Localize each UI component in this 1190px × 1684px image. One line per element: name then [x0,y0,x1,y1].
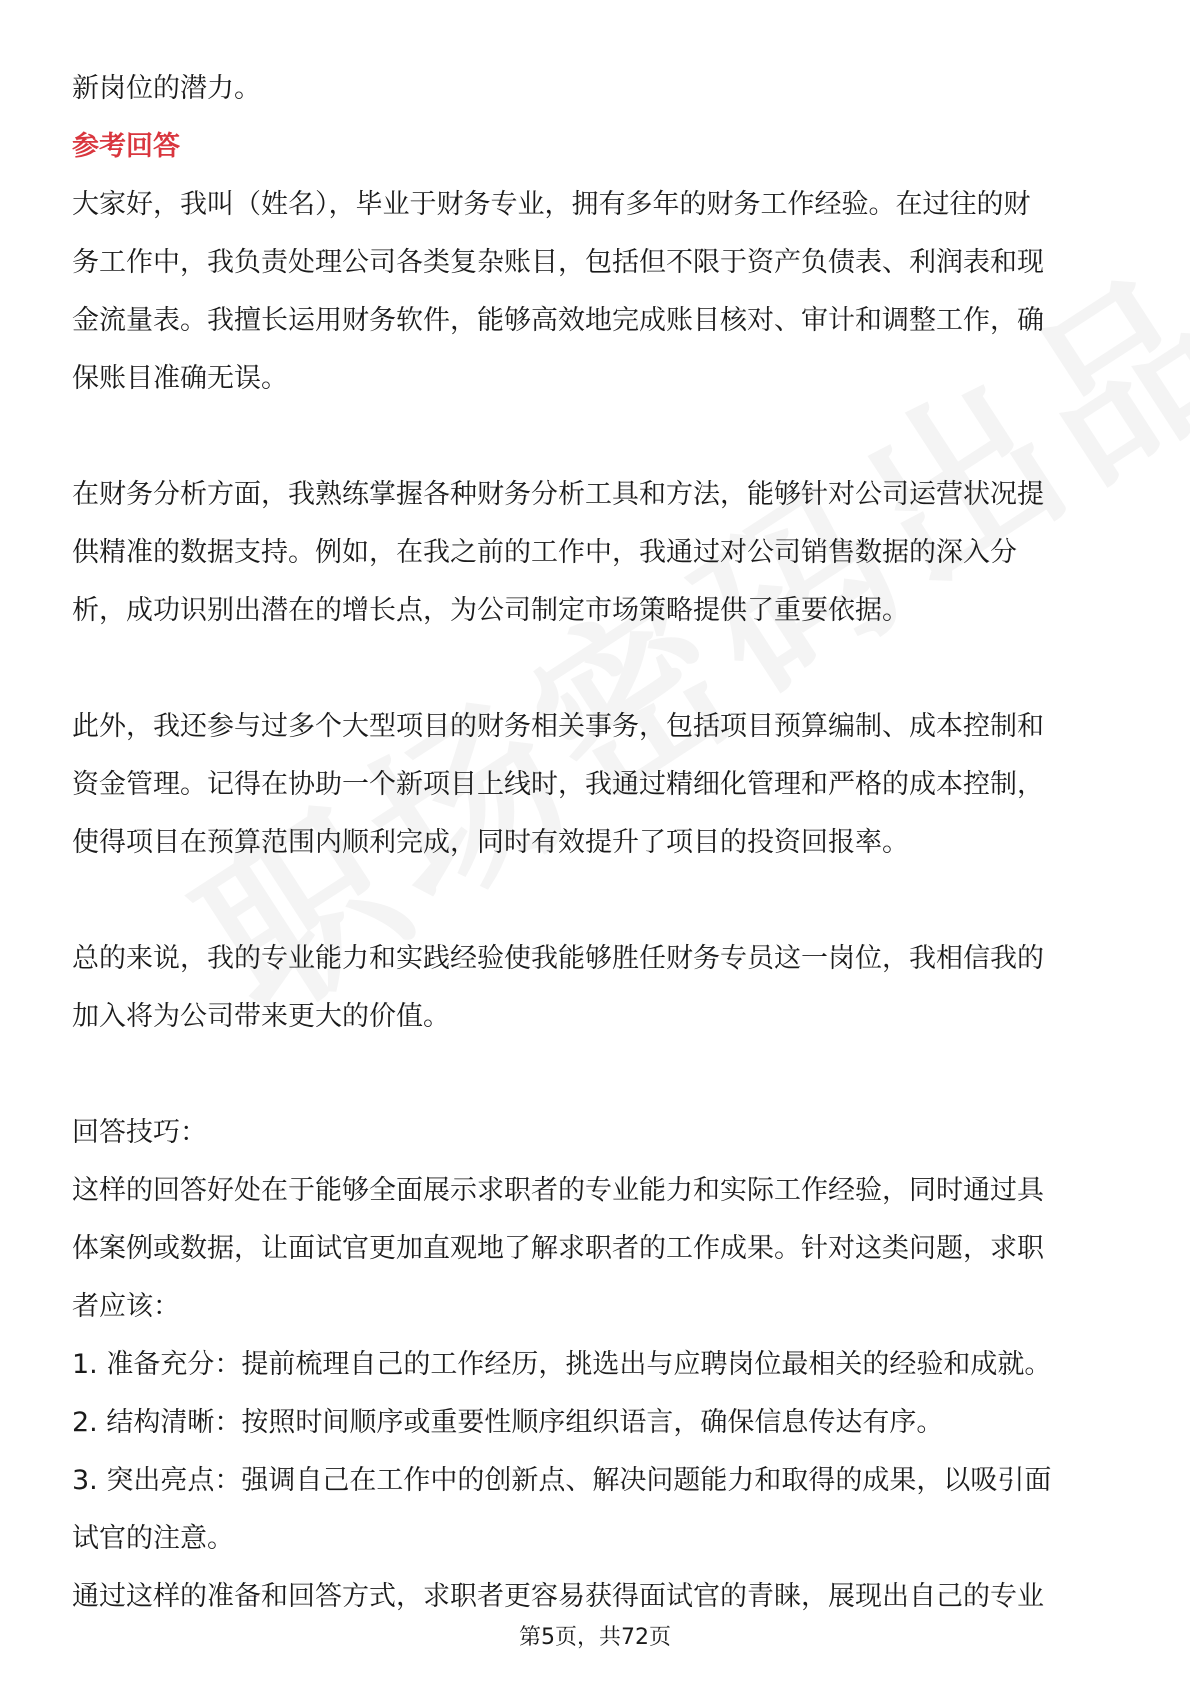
text-line: 这样的回答好处在于能够全面展示求职者的专业能力和实际工作经验，同时通过具 [72,1175,1044,1206]
text-line: 者应该： [72,1291,180,1322]
paragraph-gap [72,872,1122,930]
text-line: 1. 准备充分：提前梳理自己的工作经历，挑选出与应聘岗位最相关的经验和成就。 [72,1349,1052,1380]
text-line: 供精准的数据支持。例如，在我之前的工作中，我通过对公司销售数据的深入分 [72,537,1017,568]
paragraph-gap [72,1046,1122,1104]
text-line: 在财务分析方面，我熟练掌握各种财务分析工具和方法，能够针对公司运营状况提 [72,479,1044,510]
text-line: 总的来说，我的专业能力和实践经验使我能够胜任财务专员这一岗位，我相信我的 [72,943,1044,974]
page-number: 第5页，共72页 [519,1625,671,1650]
paragraph-gap [72,640,1122,698]
text-line: 通过这样的准备和回答方式，求职者更容易获得面试官的青睐，展现出自己的专业 [72,1581,1044,1612]
text-line: 体案例或数据，让面试官更加直观地了解求职者的工作成果。针对这类问题，求职 [72,1233,1044,1264]
text-line: 大家好，我叫（姓名），毕业于财务专业，拥有多年的财务工作经验。在过往的财 [72,189,1031,220]
text-line: 新岗位的潜力。 [72,73,261,104]
text-line: 此外，我还参与过多个大型项目的财务相关事务，包括项目预算编制、成本控制和 [72,711,1044,742]
text-line: 回答技巧： [72,1117,207,1148]
section-heading: 参考回答 [72,131,180,162]
document-body [72,60,1122,1626]
paragraph-gap [72,408,1122,466]
text-line: 保账目准确无误。 [72,363,288,394]
text-line: 试官的注意。 [72,1523,234,1554]
text-line: 使得项目在预算范围内顺利完成，同时有效提升了项目的投资回报率。 [72,827,909,858]
text-line: 加入将为公司带来更大的价值。 [72,1001,450,1032]
text-line: 2. 结构清晰：按照时间顺序或重要性顺序组织语言，确保信息传达有序。 [72,1407,944,1438]
text-line: 金流量表。我擅长运用财务软件，能够高效地完成账目核对、审计和调整工作，确 [72,305,1044,336]
text-line: 资金管理。记得在协助一个新项目上线时，我通过精细化管理和严格的成本控制， [72,769,1044,800]
text-line: 务工作中，我负责处理公司各类复杂账目，包括但不限于资产负债表、利润表和现 [72,247,1044,278]
text-line: 析，成功识别出潜在的增长点，为公司制定市场策略提供了重要依据。 [72,595,909,626]
text-line: 3. 突出亮点：强调自己在工作中的创新点、解决问题能力和取得的成果，以吸引面 [72,1465,1052,1496]
